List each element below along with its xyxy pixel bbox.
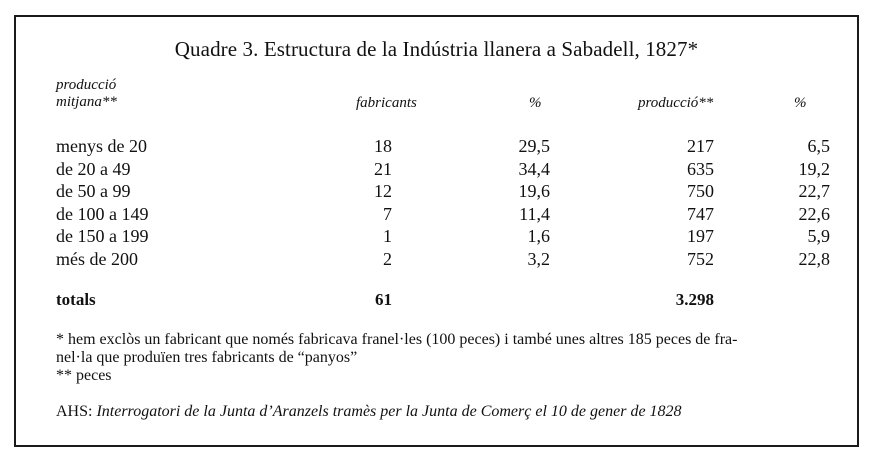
row-pct-produccio: 6,5 (807, 136, 830, 156)
row-fabricants: 1 (383, 226, 392, 246)
table-frame (14, 15, 859, 447)
table-row (16, 203, 857, 225)
row-fabricants: 12 (374, 181, 392, 201)
header-produccio-mitjana-line2: mitjana** (56, 94, 117, 110)
row-produccio: 752 (687, 249, 714, 269)
row-pct-fabricants: 19,6 (518, 181, 550, 201)
row-pct-fabricants: 29,5 (518, 136, 550, 156)
footnote-1-line1: * hem exclòs un fabricant que només fabricava franel·les (100 peces) i també unes altres 185 peces de fra- (56, 331, 738, 348)
footnote-1-line2: nel·la que produïen tres fabricants de “panyos” (56, 349, 358, 366)
row-produccio: 747 (687, 204, 714, 224)
row-fabricants: 21 (374, 159, 392, 179)
table-row (16, 248, 857, 270)
row-pct-produccio: 5,9 (807, 226, 830, 246)
row-produccio: 217 (687, 136, 714, 156)
row-fabricants: 7 (383, 204, 392, 224)
row-label: de 100 a 149 (56, 204, 149, 224)
row-pct-produccio: 19,2 (798, 159, 830, 179)
source-citation (56, 403, 682, 421)
row-produccio: 635 (687, 159, 714, 179)
table-row (16, 158, 857, 180)
row-label: més de 200 (56, 249, 138, 269)
totals-row (16, 289, 857, 311)
totals-produccio: 3.298 (675, 290, 714, 309)
table-title: Quadre 3. Estructura de la Indústria llanera a Sabadell, 1827* (174, 37, 699, 61)
header-produccio-mitjana-line1: producció (56, 77, 117, 93)
header-produccio-mitjana (56, 77, 117, 111)
row-pct-produccio: 22,7 (798, 181, 830, 201)
header-produccio: producció** (638, 95, 714, 111)
row-pct-fabricants: 1,6 (527, 226, 550, 246)
row-label: de 50 a 99 (56, 181, 131, 201)
table-row (16, 180, 857, 202)
source-text: Interrogatori de la Junta d’Aranzels tramès per la Junta de Comerç el 10 de gener de 1828 (96, 403, 682, 420)
row-pct-fabricants: 3,2 (527, 249, 550, 269)
header-fabricants: fabricants (356, 95, 417, 111)
header-pct-produccio: % (794, 95, 807, 111)
header-pct-fabricants: % (529, 95, 542, 111)
row-fabricants: 2 (383, 249, 392, 269)
source-prefix: AHS: (56, 403, 97, 420)
row-fabricants: 18 (374, 136, 392, 156)
row-produccio: 197 (687, 226, 714, 246)
row-label: de 20 a 49 (56, 159, 131, 179)
totals-fabricants: 61 (375, 290, 392, 309)
row-pct-fabricants: 34,4 (518, 159, 550, 179)
table-row (16, 225, 857, 247)
footnote-2: ** peces (56, 367, 112, 384)
totals-label: totals (56, 290, 96, 309)
row-label: de 150 a 199 (56, 226, 149, 246)
row-pct-produccio: 22,8 (798, 249, 830, 269)
row-pct-fabricants: 11,4 (519, 204, 550, 224)
table-row (16, 135, 857, 157)
row-pct-produccio: 22,6 (798, 204, 830, 224)
row-produccio: 750 (687, 181, 714, 201)
row-label: menys de 20 (56, 136, 147, 156)
